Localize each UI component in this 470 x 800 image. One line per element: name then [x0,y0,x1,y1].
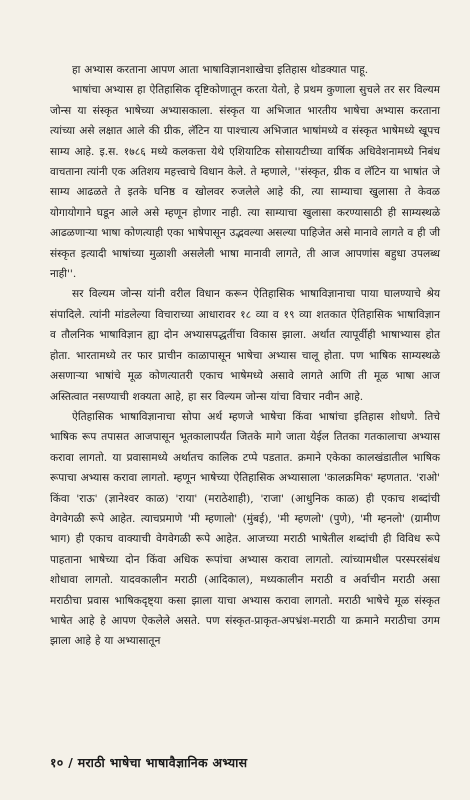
paragraph-william-jones: भाषांचा अभ्यास हा ऐतिहासिक दृष्टिकोणातून करता येतो, हे प्रथम कुणाला सुचले तर सर विल्यम जोन्स या संस्कृत भाषेच्या अभ्यासकाला. संस्कृत या अभिजात भारतीय भाषेचा अभ्यास करताना त्यांच्या असे लक्षात आले की ग्रीक, लॅटिन या पाश्चात्य अभिजात भाषांमध्ये व संस्कृत भाषेमध्ये खूपच साम्य आहे. इ.स. १७८६ मध्ये कलकत्ता येथे एशियाटिक सोसायटीच्या वार्षिक अधिवेशनामध्ये निबंध वाचताना त्यांनी एक अतिशय महत्त्वाचे विधान केले. ते म्हणाले, ''संस्कृत, ग्रीक व लॅटिन या भाषांत जे साम्य आढळते ते इतके घनिष्ठ व खोलवर रुजलेले आहे की, त्या साम्याचा खुलासा ते केवळ योगायोगाने घडून आले असे म्हणून होणार नाही. त्या साम्याचा खुलासा करण्यासाठी ही साम्यस्थळे आढळणाऱ्या भाषा कोणत्याही एका भाषेपासून उद्भवल्या असल्या पाहिजेत असे मानावे लागते व ही जी संस्कृत इत्यादी भाषांच्या मुळाशी असलेली भाषा मानावी लागते, ती आज आपणांस बहुधा उपलब्ध नाही''. [50,84,440,281]
paragraph-historical-linguistics: सर विल्यम जोन्स यांनी वरील विधान करून ऐतिहासिक भाषाविज्ञानाचा पाया घालण्याचे श्रेय संपादिले. त्यांनी मांडलेल्या विचाराच्या आधारावर १८ व्या व १९ व्या शतकात ऐतिहासिक भाषाविज्ञान व तौलनिक भाषाविज्ञान ह्या दोन अभ्यासपद्धतींचा विकास झाला. अर्थात त्यापूर्वीही भाषाभ्यास होत होता. भारतामध्ये तर फार प्राचीन काळापासून भाषेचा अभ्यास चालू होता. पण भाषिक साम्यस्थळे असणाऱ्या भाषांचे मूळ कोणत्यातरी एकाच भाषेमध्ये असावे लागते आणि ती मूळ भाषा आज अस्तित्वात नसण्याची शक्यता आहे, हा सर विल्यम जोन्स यांचा विचार नवीन आहे. [50,288,440,403]
paragraph-meaning: ऐतिहासिक भाषाविज्ञानाचा सोपा अर्थ म्हणजे भाषेचा किंवा भाषांचा इतिहास शोधणे. तिचे भाषिक रूप तपासत आजपासून भूतकालापर्यंत जितके मागे जाता येईल तितका गतकालाचा अभ्यास करावा लागतो. या प्रवासामध्ये अर्थातच कालिक टप्पे पडतात. क्रमाने एकेका कालखंडातील भाषिक रूपाचा अभ्यास करावा लागतो. म्हणून भाषेच्या ऐतिहासिक अभ्यासाला 'कालक्रमिक' म्हणतात. 'राओ' किंवा 'राऊ' (ज्ञानेश्वर काळ) 'राया' (मराठेशाही), 'राजा' (आधुनिक काळ) ही एकाच शब्दांची वेगवेगळी रूपे आहेत. त्याचप्रमाणे 'मी म्हणालो' (मुंबई), 'मी म्हणलो' (पुणे), 'मी म्हनलो' (ग्रामीण भाग) ही एकाच वाक्याची वेगवेगळी रूपे आहेत. आजच्या मराठी भाषेतील शब्दांची ही विविध रूपे पाहताना भाषेच्या दोन किंवा अधिक रूपांचा अभ्यास करावा लागतो. त्यांच्यामधील परस्परसंबंध शोधावा लागतो. यादवकालीन मराठी (आदिकाल), मध्यकालीन मराठी व अर्वाचीन मराठी असा मराठीचा प्रवास भाषिकदृष्ट्या कसा झाला याचा अभ्यास करावा लागतो. मराठी भाषेचे मूळ संस्कृत भाषेत आहे हे आपण ऐकलेले असते. पण संस्कृत-प्राकृत-अपभ्रंश-मराठी या क्रमाने मराठीचा उगम झाला आहे हे या अभ्यासातून [50,410,440,648]
page-footer: १० / मराठी भाषेचा भाषावैज्ञानिक अभ्यास [50,755,248,770]
paragraph-intro: हा अभ्यास करताना आपण आता भाषाविज्ञानशाखेचा इतिहास थोडक्यात पाहू. [72,64,369,76]
